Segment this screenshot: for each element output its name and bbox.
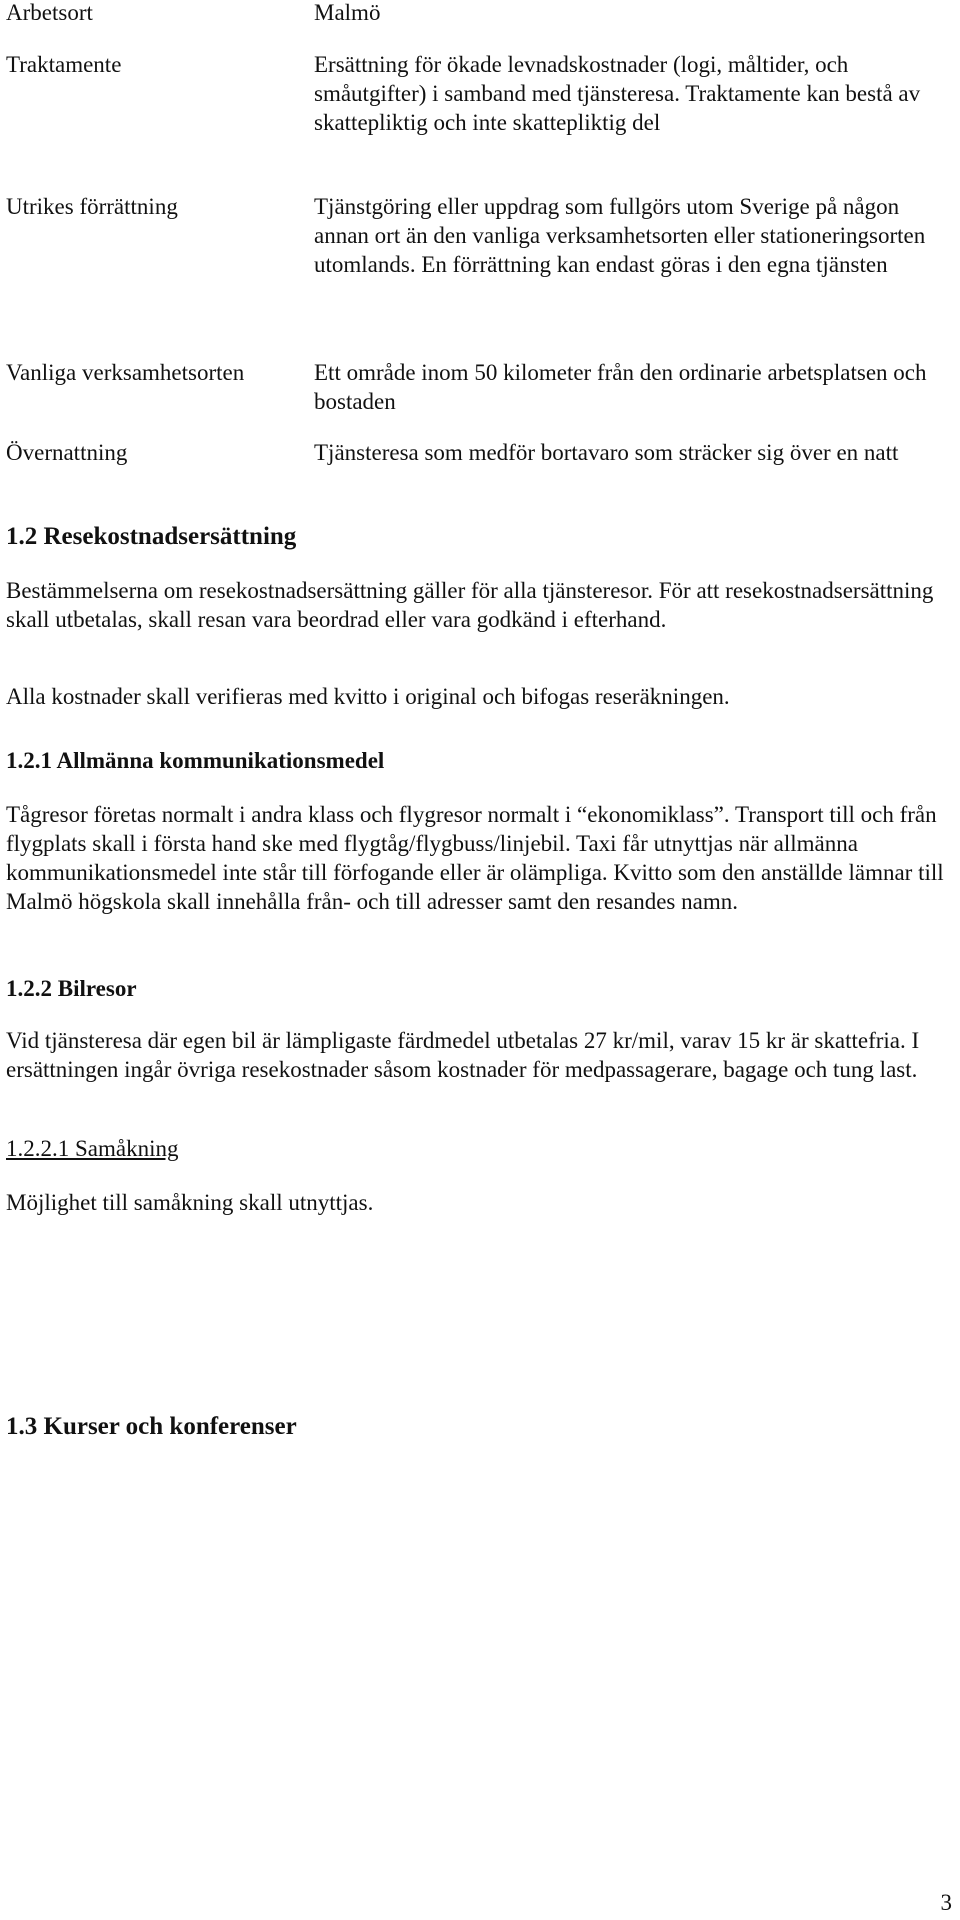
section-heading-1-2-2: 1.2.2 Bilresor <box>6 976 137 1001</box>
paragraph-1-2-b: Alla kostnader skall verifieras med kvitto i original och bifogas reseräkningen. <box>6 684 730 709</box>
paragraph-1-2-2-1: Möjlighet till samåkning skall utnyttjas. <box>6 1190 374 1215</box>
paragraph-1-2-2: Vid tjänsteresa där egen bil är lämpligaste färdmedel utbetalas 27 kr/mil, varav 15 kr är skattefria. I ersättningen ingår övriga resekostnader såsom kostnader för medpassagerare, bagage och tung last. <box>6 1028 920 1082</box>
section-heading-1-2-2-1-wrap <box>6 1134 950 1163</box>
def-vanliga-verksamhetsorten: Ett område inom 50 kilometer från den ordinarie arbetsplatsen och bostaden <box>314 360 927 414</box>
term-arbetsort: Arbetsort <box>6 0 93 25</box>
def-utrikes-forrattning: Tjänstgöring eller uppdrag som fullgörs utom Sverige på någon annan ort än den vanliga verksamhetsorten eller stationeringsorten utomlands. En förrättning kan endast göras i den egna tjänsten <box>314 194 926 277</box>
page-number: 3 <box>940 1890 952 1915</box>
def-arbetsort: Malmö <box>314 0 381 25</box>
term-utrikes-forrattning: Utrikes förrättning <box>6 194 178 219</box>
term-traktamente: Traktamente <box>6 52 122 77</box>
def-overnattning: Tjänsteresa som medför bortavaro som sträcker sig över en natt <box>314 440 899 465</box>
term-overnattning: Övernattning <box>6 440 128 465</box>
term-vanliga-verksamhetsorten: Vanliga verksamhetsorten <box>6 360 245 385</box>
section-heading-1-2: 1.2 Resekostnadsersättning <box>6 523 297 550</box>
def-traktamente: Ersättning för ökade levnadskostnader (logi, måltider, och småutgifter) i samband med tjänsteresa. Traktamente kan bestå av skattepliktig och inte skattepliktig del <box>314 52 921 135</box>
paragraph-1-2-a: Bestämmelserna om resekostnadsersättning gäller för alla tjänsteresor. För att resekostnadsersättning skall utbetalas, skall resan vara beordrad eller vara godkänd i efterhand. <box>6 578 934 632</box>
section-heading-1-2-1: 1.2.1 Allmänna kommunikationsmedel <box>6 748 385 773</box>
section-heading-1-3: 1.3 Kurser och konferenser <box>6 1413 297 1440</box>
paragraph-1-2-1: Tågresor företas normalt i andra klass och flygresor normalt i “ekonomiklass”. Transport till och från flygplats skall i första hand ske med flygtåg/flygbuss/linjebil. Taxi får utnyttjas när allmänna kommunikationsmedel inte står till förfogande eller är olämpliga. Kvitto som den anställde lämnar till Malmö högskola skall innehålla från- och till adresser samt den resandes namn. <box>6 802 944 914</box>
section-heading-1-2-2-1: 1.2.2.1 Samåkning <box>6 1136 179 1161</box>
